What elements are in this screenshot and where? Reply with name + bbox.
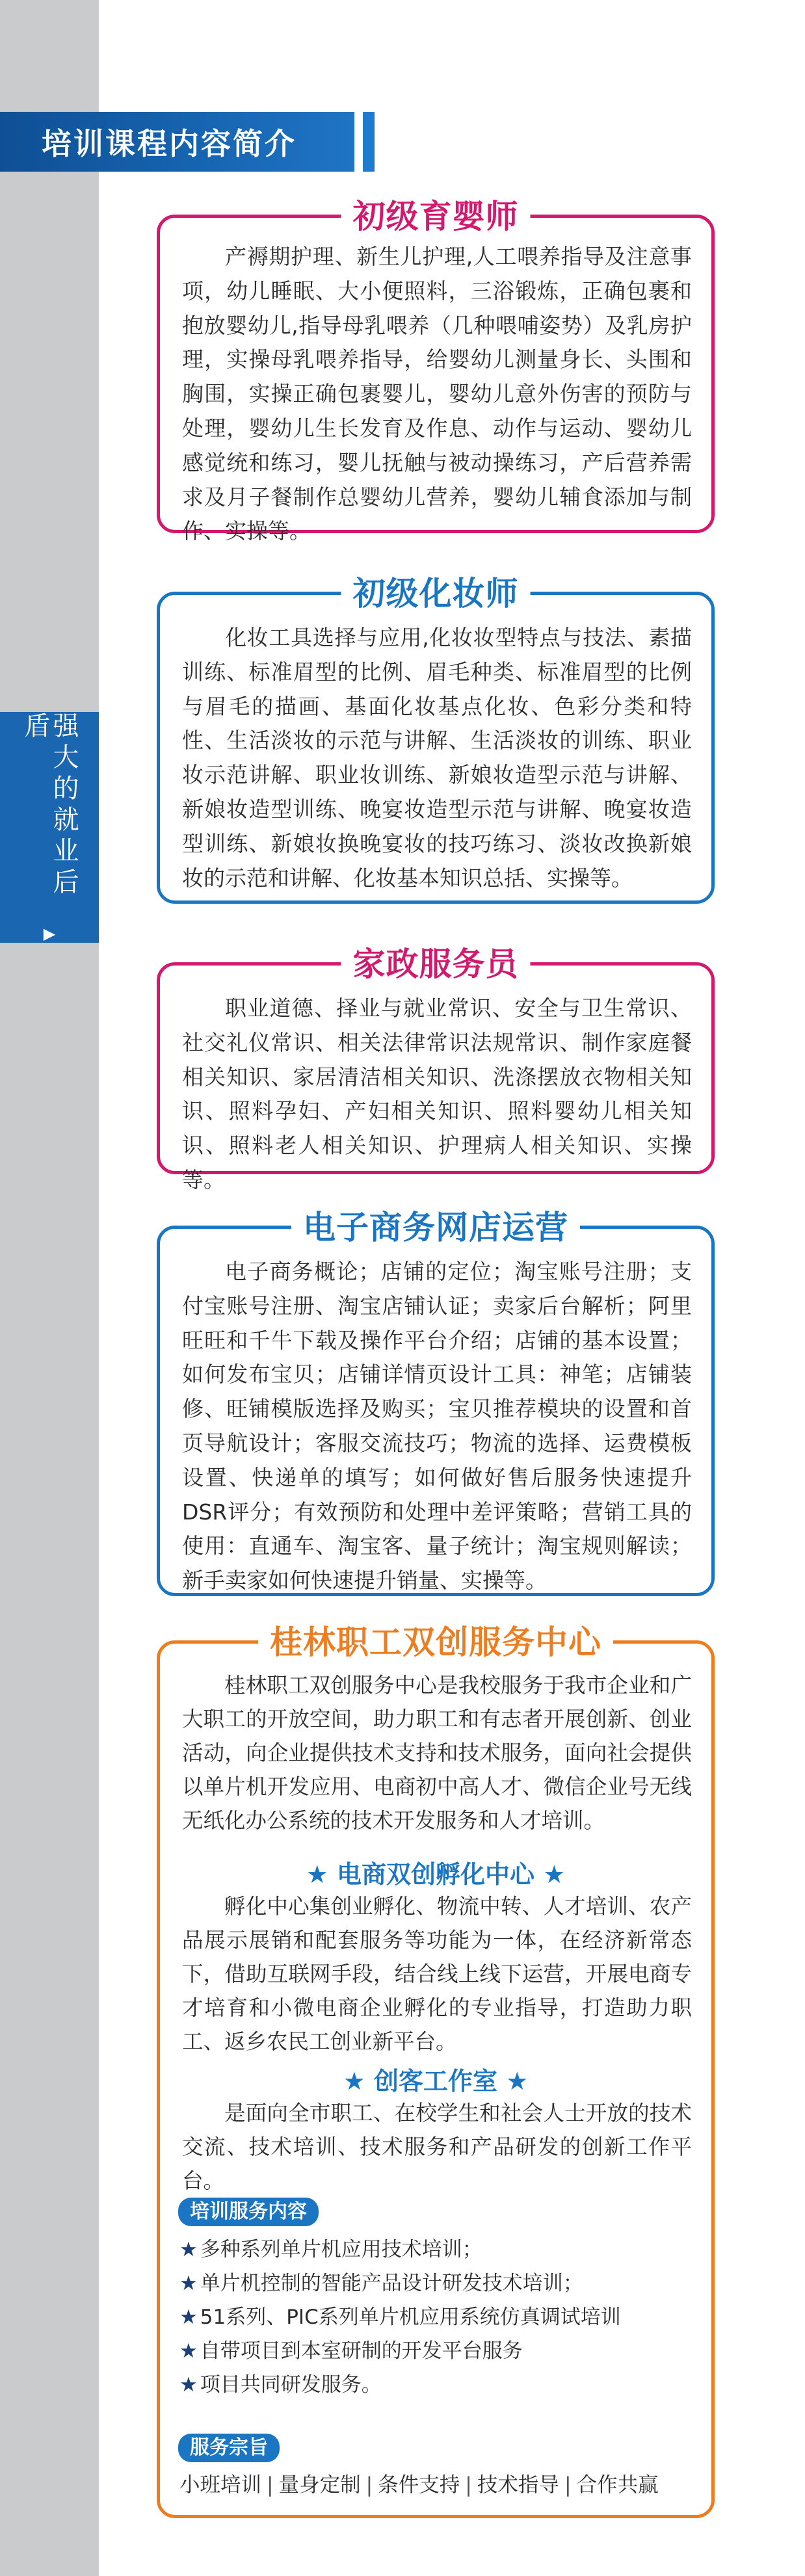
star-icon: ★	[179, 2373, 198, 2397]
list-item-text: 51系列、PIC系列单片机应用系统仿真调试培训	[200, 2306, 621, 2329]
star-icon: ★	[179, 2272, 198, 2295]
course-description: 电子商务概论；店铺的定位；淘宝账号注册；支付宝账号注册、淘宝店铺认证；卖家后台解析；阿里旺旺和千牛下载及操作平台介绍；店铺的基本设置；如何发布宝贝；店铺详情页设计工具：神笔；店铺装修、旺铺模版选择及购买；宝贝推荐模块的设置和首页导航设计；客服交流技巧；物流的选择、运费模板设置、快递单的填写；如何做好售后服务快速提升DSR评分；有效预防和处理中差评策略；营销工具的使用：直通车、淘宝客、量子统计；淘宝规则解读；新手卖家如何快速提升销量、实操等。	[182, 1259, 692, 1594]
center-title: 桂林职工双创服务中心	[258, 1622, 613, 1663]
course-title: 电子商务网店运营	[291, 1207, 580, 1248]
course-box-housekeeping	[157, 945, 715, 1192]
center-intro: 桂林职工双创服务中心是我校服务于我市企业和广大职工的开放空间，助力职工和有志者开展创新、创业活动，向企业提供技术支持和技术服务，面向社会提供以单片机开发应用、电商初中高人才、微信企业号无线无纸化办公系统的技术开发服务和人才培训。	[182, 1673, 692, 1833]
star-icon: ★	[179, 2339, 198, 2363]
training-services-label: 培训服务内容	[178, 2198, 319, 2226]
course-box-ecommerce	[157, 1209, 715, 1596]
header-accent-bar	[363, 112, 375, 172]
maker-description: 是面向全市职工、在校学生和社会人士开放的技术交流、技术培训、技术服务和产品研发的创新工作平台。	[182, 2101, 692, 2193]
list-item	[179, 2267, 698, 2300]
star-icon: ★	[179, 2306, 198, 2329]
separator: |	[267, 2473, 274, 2497]
list-item-text: 单片机控制的智能产品设计研发技术培训；	[200, 2272, 583, 2295]
incubator-heading: ★ 电商双创孵化中心 ★	[306, 1860, 566, 1889]
purpose-item: 小班培训	[179, 2473, 262, 2497]
list-item	[179, 2233, 698, 2267]
separator: |	[465, 2473, 472, 2497]
service-purpose-label: 服务宗旨	[178, 2434, 280, 2462]
play-arrow-icon: ▶	[43, 925, 56, 943]
purpose-item: 技术指导	[477, 2473, 559, 2497]
course-box-makeup	[157, 575, 715, 904]
side-tab-label: 强大的就业后盾	[20, 712, 79, 899]
list-item	[179, 2334, 698, 2368]
course-box-infant-care	[157, 198, 715, 544]
service-purpose-line	[179, 2468, 698, 2502]
list-item	[179, 2300, 698, 2334]
list-item	[179, 2368, 698, 2402]
separator: |	[365, 2473, 373, 2497]
side-strip	[0, 0, 99, 2576]
training-services-list	[179, 2233, 698, 2402]
incubator-description: 孵化中心集创业孵化、物流中转、人才培训、农产品展示展销和配套服务等功能为一体，在经济新常态下，借助互联网手段，结合线上线下运营，开展电商专才培育和小微电商企业孵化的专业指导，打造助力职工、返乡农民工创业新平台。	[182, 1894, 692, 2054]
course-description: 职业道德、择业与就业常识、安全与卫生常识、社交礼仪常识、相关法律常识法规常识、制作家庭餐相关知识、家居清洁相关知识、洗涤摆放衣物相关知识、照料孕妇、产妇相关知识、照料婴幼儿相关知识、照料老人相关知识、护理病人相关知识、实操等。	[182, 995, 692, 1192]
course-description: 产褥期护理、新生儿护理,人工喂养指导及注意事项，幼儿睡眠、大小便照料，三浴锻炼，正确包裹和抱放婴幼儿,指导母乳喂养（几种喂哺姿势）及乳房护理，实操母乳喂养指导，给婴幼儿测量身长、头围和胸围，实操正确包裹婴儿，婴幼儿意外伤害的预防与处理，婴幼儿生长发育及作息、动作与运动、婴幼儿感觉统和练习，婴儿抚触与被动操练习，产后营养需求及月子餐制作总婴幼儿营养，婴幼儿辅食添加与制作、实操等。	[182, 244, 692, 544]
separator: |	[564, 2473, 572, 2497]
list-item-text: 自带项目到本室研制的开发平台服务	[200, 2339, 523, 2363]
course-title: 家政服务员	[341, 943, 531, 985]
purpose-item: 量身定制	[278, 2473, 361, 2497]
section-title: 培训课程内容简介	[42, 126, 297, 161]
list-item-text: 多种系列单片机应用技术培训；	[200, 2238, 482, 2261]
course-description: 化妆工具选择与应用,化妆妆型特点与技法、素描训练、标准眉型的比例、眉毛种类、标准眉型的比例与眉毛的描画、基面化妆基点化妆、色彩分类和特性、生活淡妆的示范与讲解、生活淡妆的训练、职业妆示范讲解、职业妆训练、新娘妆造型示范与讲解、新娘妆造型训练、晚宴妆造型示范与讲解、晚宴妆造型训练、新娘妆换晚宴妆的技巧练习、淡妆改换新娘妆的示范和讲解、化妆基本知识总括、实操等。	[182, 625, 692, 891]
side-tab	[0, 712, 99, 943]
list-item-text: 项目共同研发服务。	[200, 2373, 382, 2397]
course-title: 初级育婴师	[341, 196, 531, 237]
section-header	[0, 112, 354, 172]
star-icon: ★	[179, 2238, 198, 2261]
maker-heading: ★ 创客工作室 ★	[343, 2067, 529, 2096]
service-center-box	[157, 1623, 715, 2518]
course-title: 初级化妆师	[341, 573, 531, 614]
purpose-item: 合作共赢	[576, 2473, 659, 2497]
purpose-item: 条件支持	[378, 2473, 460, 2497]
